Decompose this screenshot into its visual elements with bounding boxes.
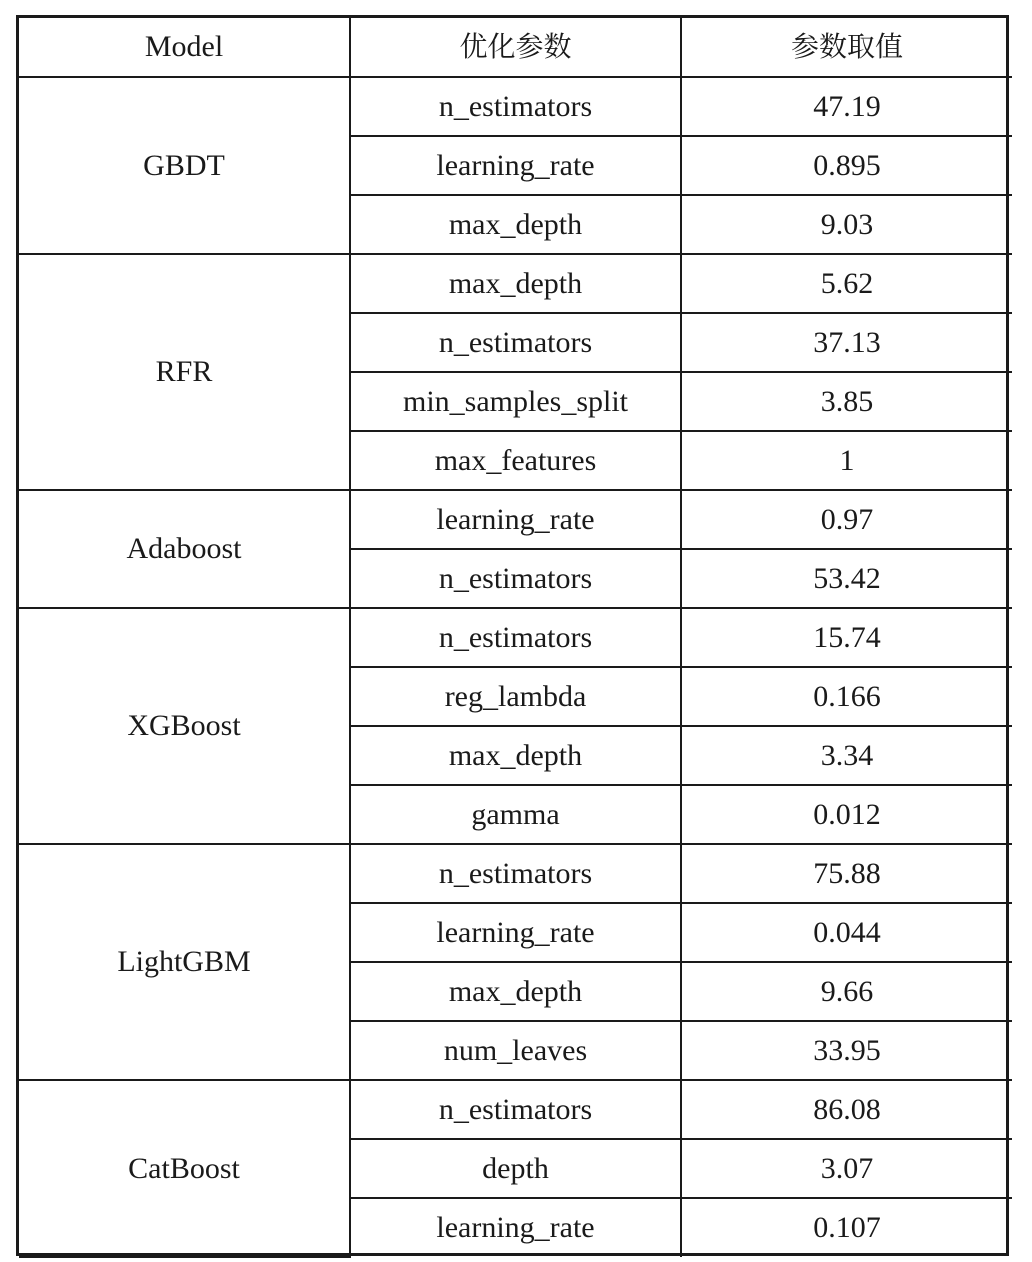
param-cell: learning_rate <box>350 490 681 549</box>
value-cell: 86.08 <box>681 1080 1012 1139</box>
param-cell: n_estimators <box>350 549 681 608</box>
value-cell: 0.107 <box>681 1198 1012 1257</box>
value-cell: 15.74 <box>681 608 1012 667</box>
value-cell: 3.85 <box>681 372 1012 431</box>
model-cell: XGBoost <box>19 608 350 844</box>
parameter-table-container <box>16 15 1009 1256</box>
param-cell: num_leaves <box>350 1021 681 1080</box>
table-row <box>19 844 1012 903</box>
value-cell: 33.95 <box>681 1021 1012 1080</box>
model-cell: GBDT <box>19 77 350 254</box>
table-row <box>19 608 1012 667</box>
value-cell: 0.012 <box>681 785 1012 844</box>
header-model: Model <box>19 18 350 77</box>
param-cell: learning_rate <box>350 903 681 962</box>
param-cell: max_depth <box>350 195 681 254</box>
param-cell: n_estimators <box>350 77 681 136</box>
param-cell: n_estimators <box>350 608 681 667</box>
model-cell: LightGBM <box>19 844 350 1080</box>
header-param: 优化参数 <box>350 18 681 77</box>
value-cell: 0.895 <box>681 136 1012 195</box>
param-cell: max_depth <box>350 726 681 785</box>
value-cell: 9.03 <box>681 195 1012 254</box>
value-cell: 47.19 <box>681 77 1012 136</box>
table-row <box>19 490 1012 549</box>
param-cell: learning_rate <box>350 1198 681 1257</box>
model-cell: RFR <box>19 254 350 490</box>
value-cell: 0.166 <box>681 667 1012 726</box>
value-cell: 1 <box>681 431 1012 490</box>
table-row <box>19 77 1012 136</box>
param-cell: min_samples_split <box>350 372 681 431</box>
header-value: 参数取值 <box>681 18 1012 77</box>
value-cell: 0.97 <box>681 490 1012 549</box>
value-cell: 0.044 <box>681 903 1012 962</box>
param-cell: n_estimators <box>350 844 681 903</box>
model-cell: CatBoost <box>19 1080 350 1257</box>
table-body <box>19 77 1012 1257</box>
model-cell: Adaboost <box>19 490 350 608</box>
param-cell: max_depth <box>350 254 681 313</box>
value-cell: 53.42 <box>681 549 1012 608</box>
parameter-table <box>19 18 1012 1258</box>
table-header-row <box>19 18 1012 77</box>
value-cell: 3.07 <box>681 1139 1012 1198</box>
value-cell: 37.13 <box>681 313 1012 372</box>
param-cell: n_estimators <box>350 313 681 372</box>
value-cell: 75.88 <box>681 844 1012 903</box>
table-row <box>19 254 1012 313</box>
value-cell: 5.62 <box>681 254 1012 313</box>
param-cell: gamma <box>350 785 681 844</box>
param-cell: max_depth <box>350 962 681 1021</box>
param-cell: depth <box>350 1139 681 1198</box>
param-cell: max_features <box>350 431 681 490</box>
param-cell: n_estimators <box>350 1080 681 1139</box>
value-cell: 9.66 <box>681 962 1012 1021</box>
table-row <box>19 1080 1012 1139</box>
param-cell: reg_lambda <box>350 667 681 726</box>
param-cell: learning_rate <box>350 136 681 195</box>
value-cell: 3.34 <box>681 726 1012 785</box>
